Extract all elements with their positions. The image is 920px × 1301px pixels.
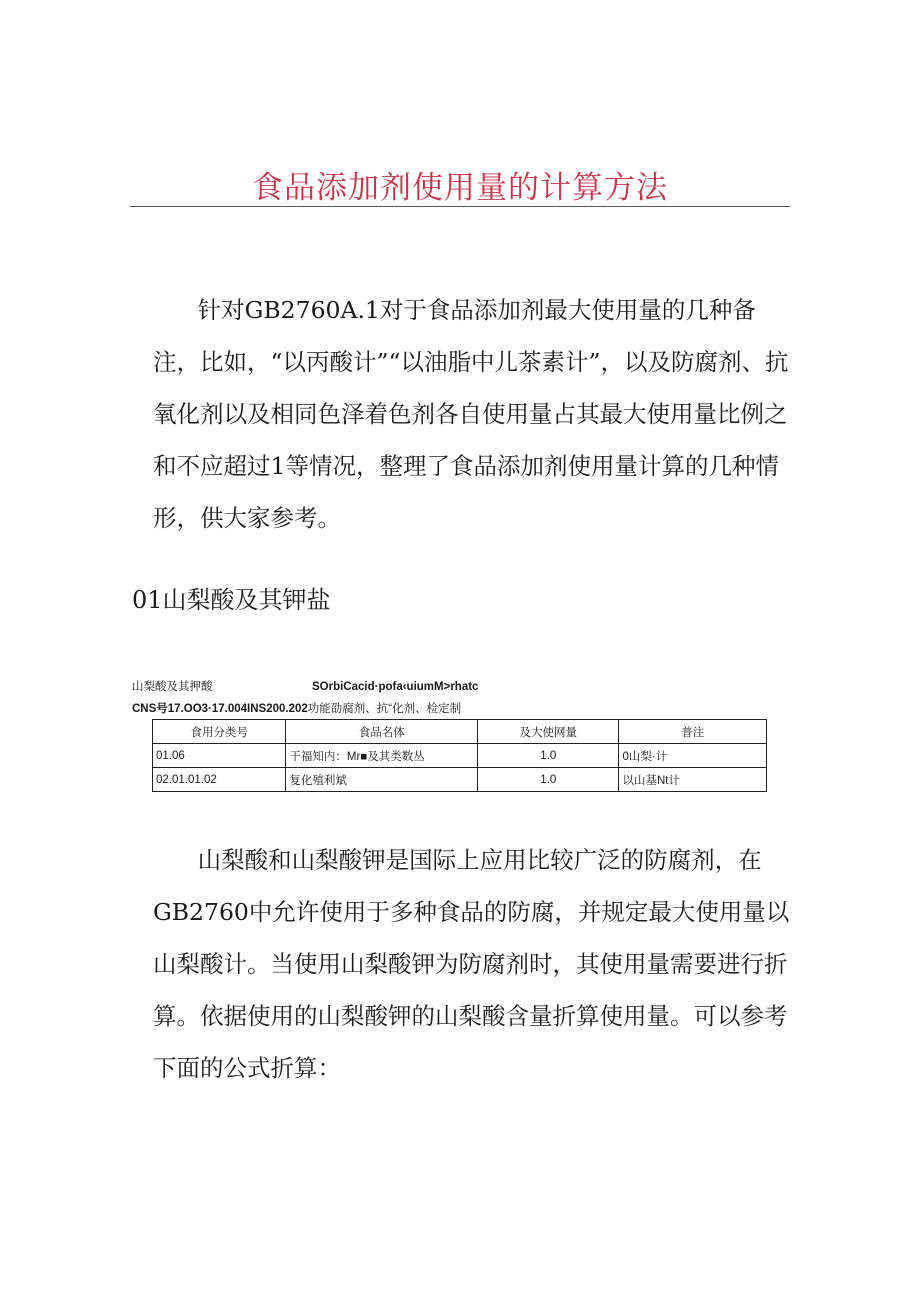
cell-max-usage: 1.0: [478, 744, 619, 768]
cell-remarks: 0山梨·计: [619, 744, 767, 768]
cell-category-code: 01.06: [153, 744, 286, 768]
additive-name-line: [132, 679, 479, 695]
additive-name-cn: 山梨酸及其押酸: [132, 681, 213, 693]
cell-category-code: 02.01.01.02: [153, 768, 286, 792]
header-max-usage: 及大使网量: [478, 720, 619, 744]
additive-code-line: [132, 701, 461, 717]
section-heading: 01山梨酸及其钾盐: [132, 586, 331, 614]
document-title: 食品添加剂使用量的计算方法: [252, 170, 668, 206]
header-remarks: 普注: [619, 720, 767, 744]
cell-food-name: 复化殖利斌: [286, 768, 478, 792]
table-row: [153, 744, 767, 768]
additive-table: [152, 719, 767, 792]
body-paragraph: 山梨酸和山梨酸钾是国际上应用比较广泛的防腐剂，在GB2760中允许使用于多种食品的防腐，并规定最大使用量以山梨酸计。当使用山梨酸钾为防腐剂时，其使用量需要进行折算。依据使用的山梨酸钾的山梨酸含量折算使用量。可以参考下面的公式折算：: [153, 846, 790, 1082]
cell-food-name: 干福知内：Mr■及其类数丛: [286, 744, 478, 768]
cell-remarks: 以山基Nt计: [619, 768, 767, 792]
table-row: [153, 768, 767, 792]
header-category-code: 食用分类号: [153, 720, 286, 744]
table-header-row: [153, 720, 767, 744]
additive-function: 功能劭腐剂、抗“化剂、检定制: [307, 703, 462, 715]
title-divider: [130, 206, 790, 207]
cns-code: CNS号17.OO3·17.004INS200.202: [132, 703, 308, 715]
cell-max-usage: 1.0: [478, 768, 619, 792]
intro-paragraph: 针对GB2760A.1对于食品添加剂最大使用量的几种备注，比如，“以丙酸计”“以油脂中儿茶素计”，以及防腐剂、抗氧化剂以及相同色泽着色剂各自使用量占其最大使用量比例之和不应超过1等情况，整理了食品添加剂使用量计算的几种情形，供大家参考。: [153, 296, 789, 532]
header-food-name: 食品名体: [286, 720, 478, 744]
additive-name-en: SOrbiCacid·pofa‹uiumM>rhatc: [312, 681, 479, 693]
